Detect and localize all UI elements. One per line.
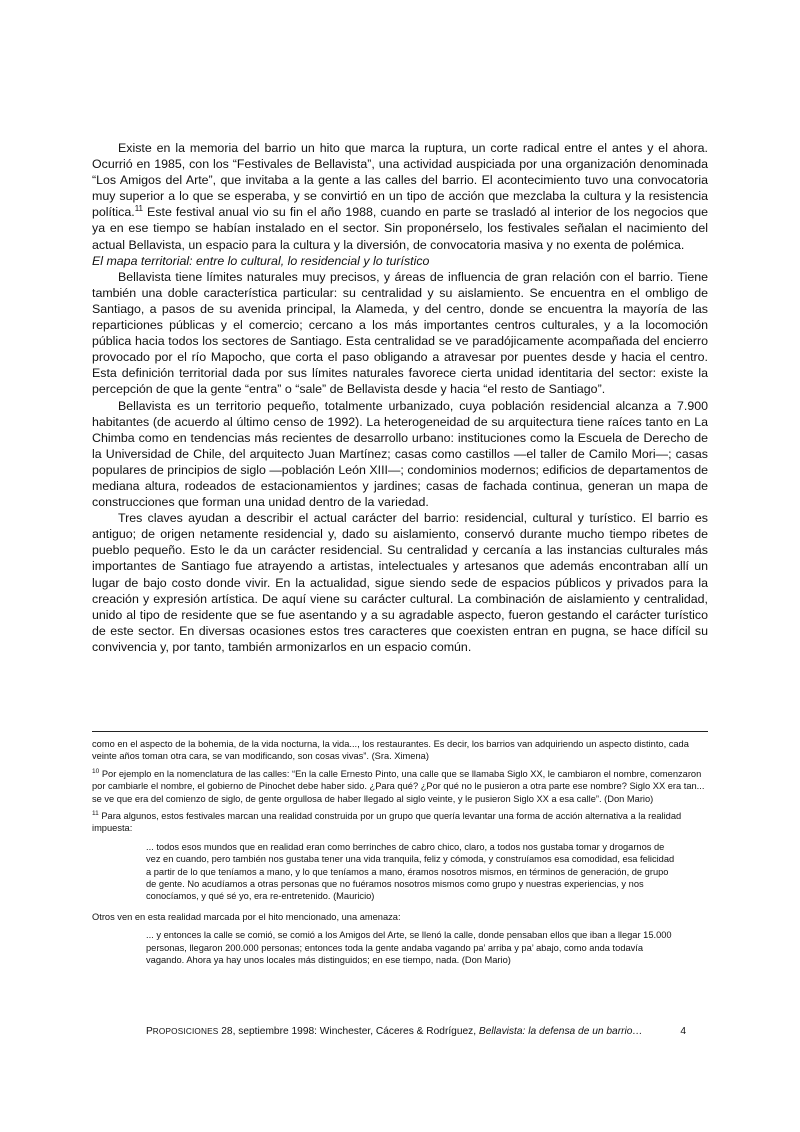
footnote-10-text: Por ejemplo en la nomenclatura de las calles: “En la calle Ernesto Pinto, una calle que se llamaba Siglo XX, le cambiaron el nombre, comenzaron por cambiarle el nombre, el gobierno de Pinochet debe haber sido. ¿Para qué? ¿Por qué no le pusieron a otra parte ese nombre? Siglo XX era tan... se ve que era del comienzo de siglo, de gente orgullosa de haber llegado al siglo veinte, y le pusieron Siglo XX a esa calle”. (Don Mario) [92,768,705,804]
footnote-11 [92,810,708,835]
paragraph-festivales-text-b: Este festival anual vio su fin el año 1988, cuando en parte se trasladó al interior de los negocios que ya en ese tiempo se habían instalado en el sector. Sin proponérselo, los festivales señalan el nacimiento del actual Bellavista, un espacio para la cultura y la diversión, de convocatoria masiva y no exenta de polémica. [92,205,708,252]
paragraph-tres-claves: Tres claves ayudan a describir el actual carácter del barrio: residencial, cultural y turístico. El barrio es antiguo; de origen netamente residencial y, dado su aislamiento, conservó durante mucho tiempo ribetes de pueblo pequeño. Esto le da un carácter residencial. Su centralidad y cercanía a las instancias culturales más importantes de Santiago fue atrayendo a artistas, intelectuales y artesanos que además encontraban allí un lugar de bajo costo donde vivir. En la actualidad, sigue siendo sede de espacios públicos y privados para la creación y expresión artística. De aquí viene su carácter cultural. La combinación de aislamiento y centralidad, unido al tipo de residente que se fue asentando y a su agradable aspecto, fueron gestando el carácter turístico de este sector. En diversas ocasiones estos tres caracteres que coexisten entran en pugna, se hace difícil su convivencia y, por tanto, también armonizarlos en un espacio común. [92,511,708,654]
footer-journal-initial: P [146,1026,153,1037]
footer-article-title-a: Bellavista: [478,1026,526,1037]
paragraph-festivales [92,140,708,253]
footnote-separator [92,731,708,732]
footer-journal-name: ROPOSICIONES [152,1027,219,1036]
page-footer [146,1025,686,1038]
footnote-continuation: como en el aspecto de la bohemia, de la vida nocturna, la vida..., los restaurantes. Es decir, los barrios van adquiriendo un aspecto distinto, cada veinte años toman otra cara, se van modificando, son cosas vivas”. (Sra. Ximena) [92,739,689,762]
paragraph-limites: Bellavista tiene límites naturales muy precisos, y áreas de influencia de gran relación con el barrio. Tiene también una doble característica particular: su centralidad y su aislamiento. Se encuentra en el ombligo de Santiago, a pasos de su avenida principal, la Alameda, y del centro, donde se encuentra la mayoría de las reparticiones públicas y el comercio; cercano a los más importantes centros culturales, y a la locomoción pública hacia todos los sectores de Santiago. Esta centralidad se ve paradójicamente acompañada del encierro provocado por el río Mapocho, que corta el paso obligando a atravesar por puentes desde y hacia el centro. Esta definición territorial dada por sus límites naturales favorece cierta unidad identitaria del sector: existe la percepción de que la gente “entra” o “sale” de Bellavista desde y hacia “el resto de Santiago”. [92,269,708,397]
block-quote-mauricio: ... todos esos mundos que en realidad eran como berrinches de cabro chico, claro, a todos nos gustaba tomar y drogarnos de vez en cuando, pero también nos gustaba tener una vida tranquila, feliz y cómoda, y construíamos esa comodidad, esa felicidad a partir de lo que teníamos a mano, y lo que teníamos a mano, éramos nosotros mismos, en términos de generación, de grupo de gente. No acudíamos a otras personas que no fuéramos nosotros mismos como grupo y nuestras experiencias, y nos conocíamos, y qué sé yo, era re-entretenido. (Mauricio) [146,841,675,902]
footnote-10-number: 10 [92,767,100,775]
section-heading: El mapa territorial: entre lo cultural, lo residencial y lo turístico [92,253,430,268]
main-text [92,140,708,655]
block-quote-don-mario: ... y entonces la calle se comió, se comió a los Amigos del Arte, se llenó la calle, donde pensaban ellos que iban a llegar 15.000 personas, llegaron 200.000 personas; entonces toda la gente andaba vagando pa’ arriba y pa’ abajo, como anda todavía vagando. Ahora ya hay unos locales más distinguidos; en ese tiempo, nada. (Don Mario) [146,930,672,966]
footer-issue: 28, septiembre 1998: Winchester, Cáceres & Rodríguez, [218,1026,479,1037]
footnote-others: Otros ven en esta realidad marcada por el hito mencionado, una amenaza: [92,911,401,922]
footnote-11-number: 11 [92,809,99,817]
paragraph-festivales-text-a: Existe en la memoria del barrio un hito que marca la ruptura, un corte radical entre el antes y el ahora. Ocurrió en 1985, con los “Festivales de Bellavista”, una actividad auspiciada por una organización denominada “Los Amigos del Arte”, que invitaba a la gente a las calles del barrio. El acontecimiento tuvo una convocatoria muy superior a lo que se esperaba, y se convirtió en un tipo de acción que mezclaba la cultura y la resistencia política. [92,141,708,220]
footer-article-title-b: la defensa de un barrio… [525,1026,643,1037]
footnote-11-text: Para algunos, estos festivales marcan una realidad construida por un grupo que quería levantar una forma de acción alternativa a la realidad impuesta: [92,811,682,834]
footnote-ref-11[interactable]: 11 [134,204,144,214]
paragraph-territorio: Bellavista es un territorio pequeño, totalmente urbanizado, cuya población residencial alcanza a 7.900 habitantes (de acuerdo al último censo de 1992). La heterogeneidad de su arquitectura tiene raíces tanto en La Chimba como en tendencias más recientes de desarrollo urbano: instituciones como la Escuela de Derecho de la Universidad de Chile, del arquitecto Juan Martínez; casas como castillos —el taller de Camilo Mori—; casas populares de principios de siglo —población León XIII—; condominios modernos; edificios de departamentos de mediana altura, rodeados de estacionamientos y jardines; casas de fachada continua, generan un mapa de construcciones que forman una unidad dentro de la variedad. [92,398,708,510]
footnote-10 [92,768,708,805]
page-number: 4 [680,1026,686,1037]
footnotes [92,738,708,975]
